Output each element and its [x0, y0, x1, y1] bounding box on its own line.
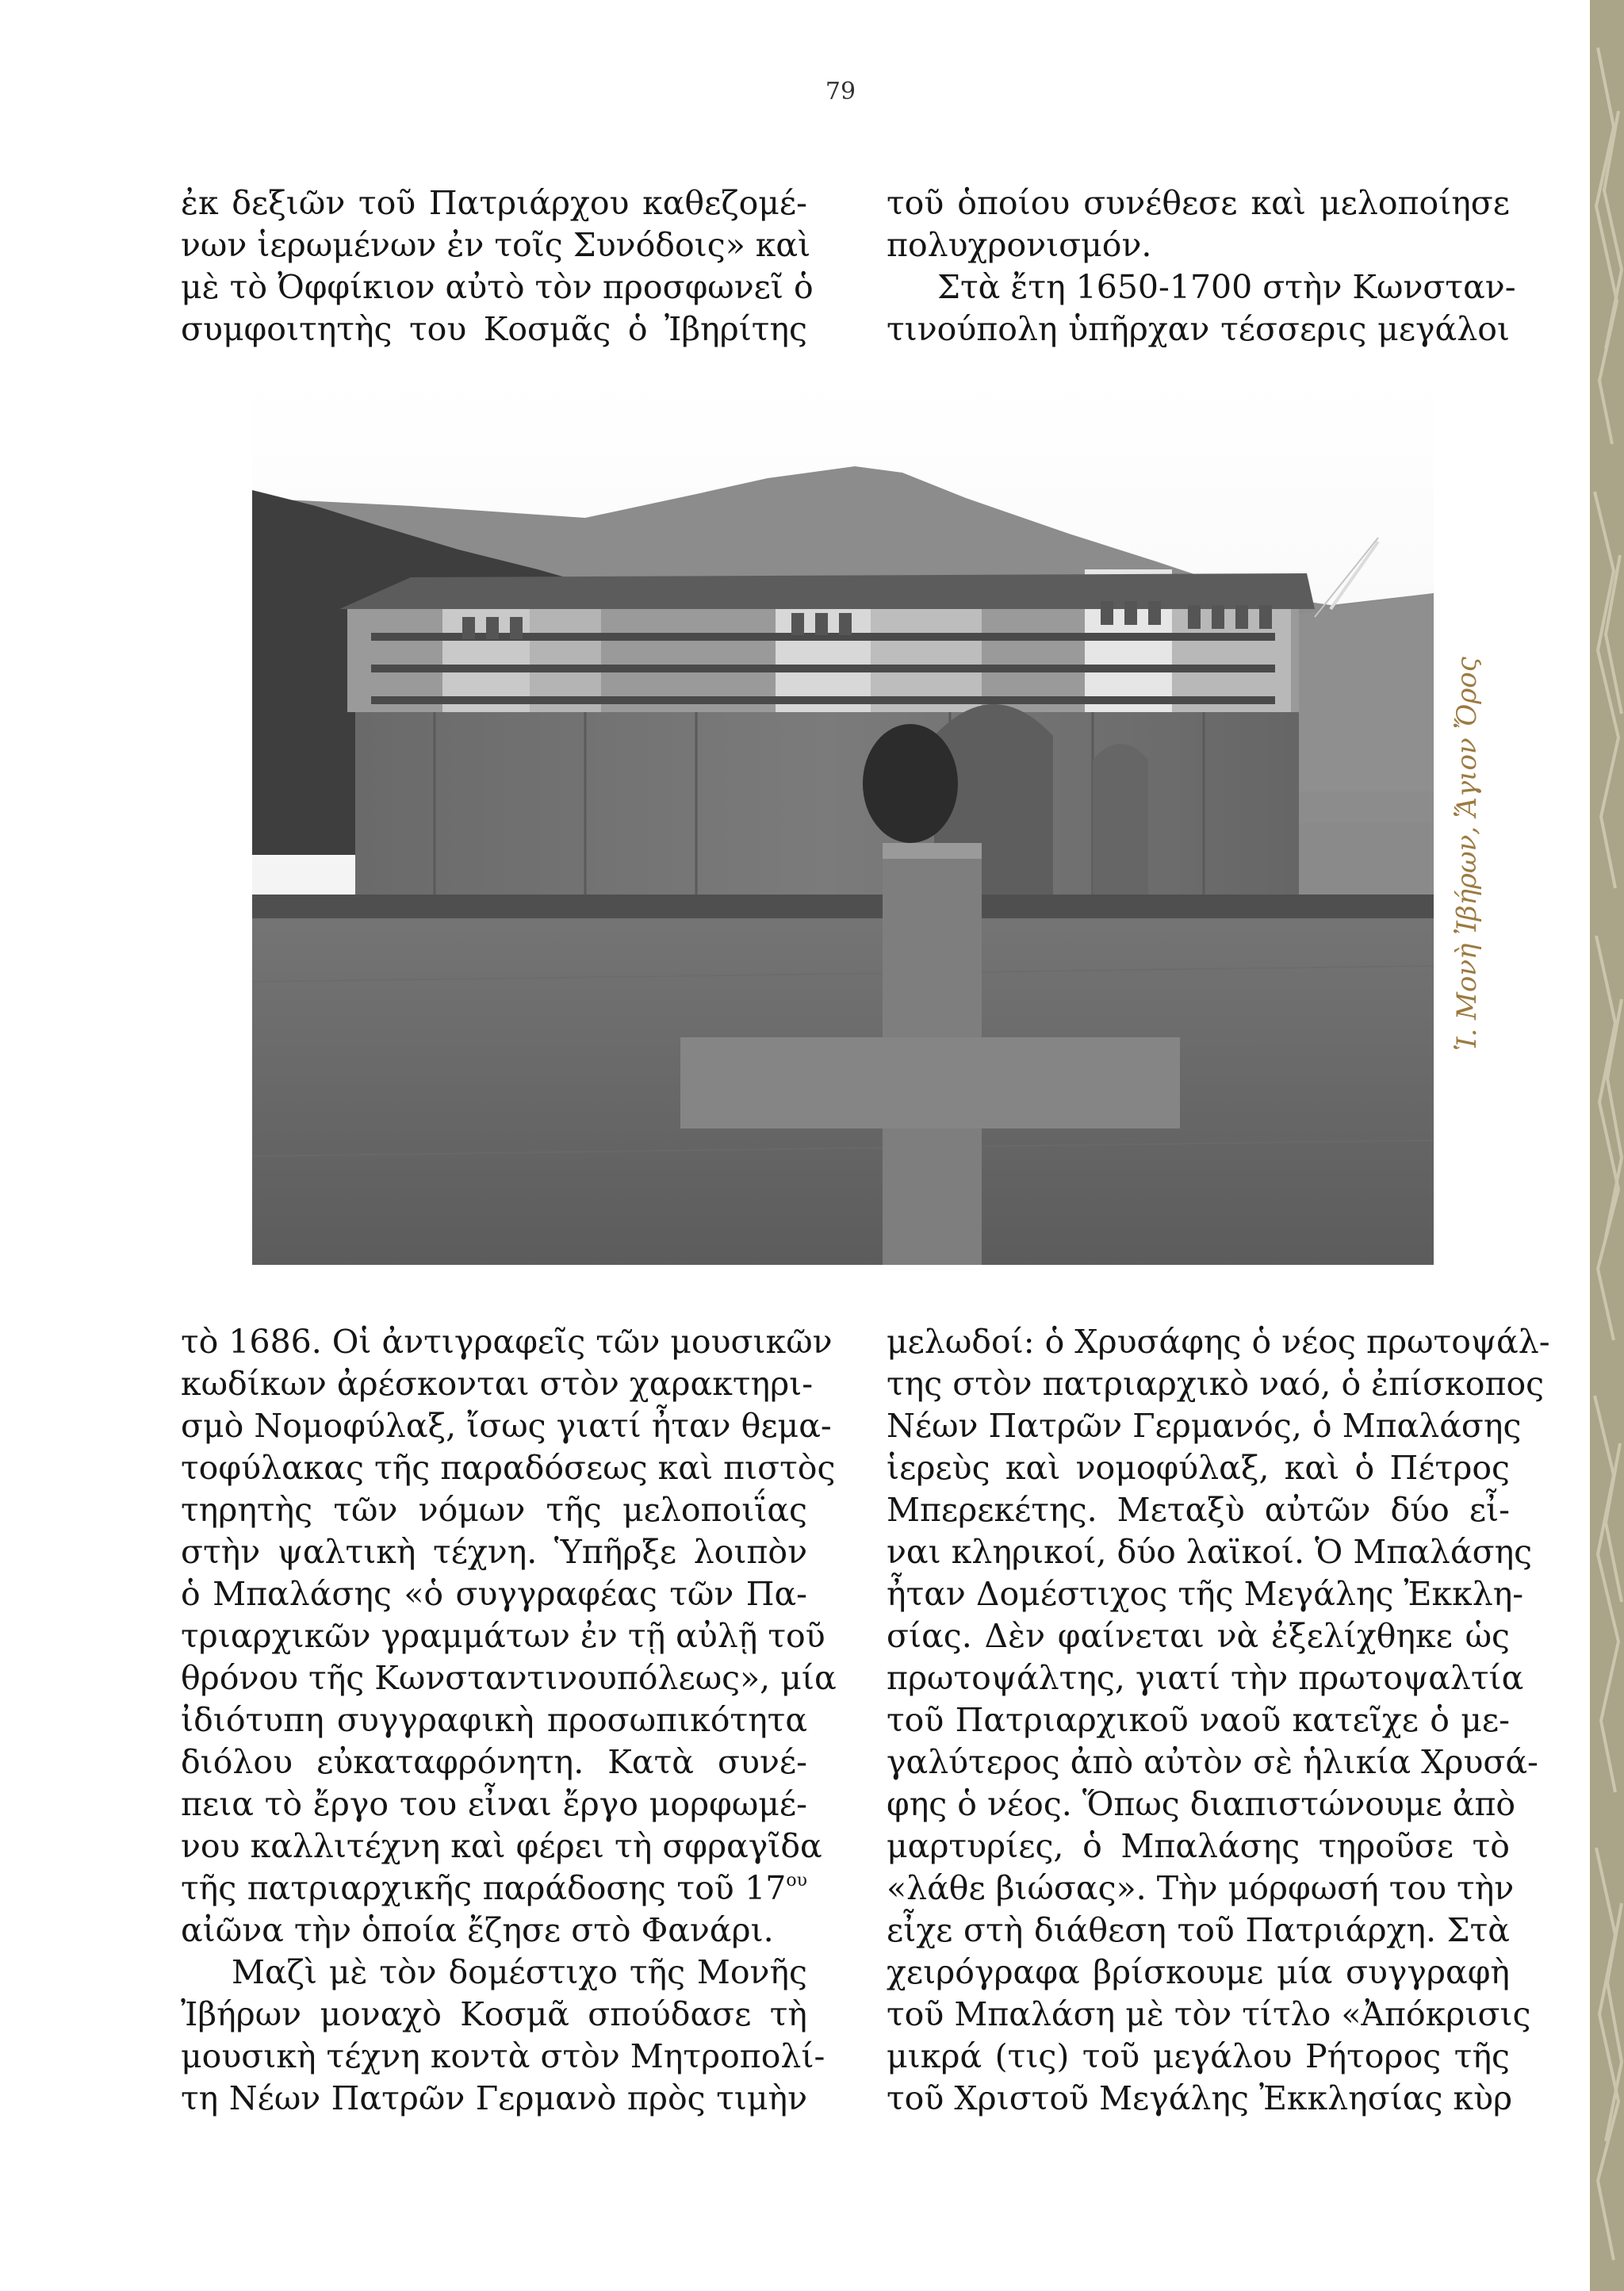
text-line: διόλου εὐκαταφρόνητη. Κατὰ συνέ-	[181, 1743, 807, 1781]
text-line: τοῦ Μπαλάση μὲ τὸν τίτλο «Ἀπόκρισις	[887, 1995, 1531, 2033]
decorative-side-strip	[1590, 0, 1624, 2291]
text-line: τοφύλακας τῆς παραδόσεως καὶ πιστὸς	[181, 1449, 836, 1487]
text-line: τὸ 1686. Οἱ ἀντιγραφεῖς τῶν μουσικῶν	[181, 1323, 833, 1361]
ordinal-superscript: ου	[786, 1871, 807, 1891]
text-line: μαρτυρίες, ὁ Μπαλάσης τηροῦσε τὸ	[887, 1827, 1510, 1865]
text-line: συμφοιτητὴς του Κοσμᾶς ὁ Ἰβηρίτης	[181, 310, 807, 348]
text-line: ἰδιότυπη συγγραφικὴ προσωπικότητα	[181, 1701, 807, 1739]
text-line: κωδίκων ἀρέσκονται στὸν χαρακτηρι-	[181, 1365, 814, 1403]
text-line: τοῦ Πατριαρχικοῦ ναοῦ κατεῖχε ὁ με-	[887, 1701, 1510, 1739]
text-line: της στὸν πατριαρχικὸ ναό, ὁ ἐπίσκοπος	[887, 1365, 1545, 1403]
text-column-right-bottom	[887, 1321, 1550, 2120]
text-line: φης ὁ νέος. Ὅπως διαπιστώνουμε ἀπὸ	[887, 1785, 1516, 1823]
text-line: σίας. Δὲν φαίνεται νὰ ἐξελίχθηκε ὡς	[887, 1617, 1510, 1655]
text-line: «λάθε βιώσας». Τὴν μόρφωσή του τὴν	[887, 1869, 1515, 1907]
text-line: μουσικὴ τέχνη κοντὰ στὸν Μητροπολί-	[181, 2037, 825, 2075]
text-line: Μπερεκέτης. Μεταξὺ αὐτῶν δύο εἶ-	[887, 1491, 1510, 1529]
text-line: γαλύτερος ἀπὸ αὐτὸν σὲ ἡλικία Χρυσά-	[887, 1743, 1538, 1781]
text-column-left-top	[181, 182, 814, 351]
text-line: θρόνου τῆς Κωνσταντινουπόλεως», μία	[181, 1659, 837, 1697]
text-line: Στὰ ἔτη 1650-1700 στὴν Κωνσταν-	[937, 268, 1516, 306]
text-line: τη Νέων Πατρῶν Γερμανὸ πρὸς τιμὴν	[181, 2079, 807, 2117]
text-line-main: τῆς πατριαρχικῆς παράδοσης τοῦ 17	[181, 1869, 787, 1907]
monastery-photo	[252, 379, 1434, 1265]
photo-caption: Ἱ. Μονὴ Ἰβήρων, Ἅγιον Ὄρος	[1451, 657, 1483, 1051]
text-line: ἦταν Δομέστιχος τῆς Μεγάλης Ἐκκλη-	[887, 1575, 1524, 1613]
page-number: 79	[825, 78, 856, 105]
text-line: τηρητὴς τῶν νόμων τῆς μελοποιΐας	[181, 1491, 807, 1529]
text-line: τινούπολη ὑπῆρχαν τέσσερις μεγάλοι	[887, 310, 1510, 348]
text-line: ἱερεὺς καὶ νομοφύλαξ, καὶ ὁ Πέτρος	[887, 1449, 1510, 1487]
text-line: τοῦ ὁποίου συνέθεσε καὶ μελοποίησε	[887, 184, 1510, 222]
text-line: μὲ τὸ Ὀφφίκιον αὐτὸ τὸν προσφωνεῖ ὁ	[181, 268, 814, 306]
text-line: πολυχρονισμόν.	[887, 226, 1152, 264]
text-line: πεια τὸ ἔργο του εἶναι ἔργο μορφωμέ-	[181, 1785, 807, 1823]
text-line: τοῦ Χριστοῦ Μεγάλης Ἐκκλησίας κὺρ	[887, 2079, 1513, 2117]
text-line: πρωτοψάλτης, γιατί τὴν πρωτοψαλτία	[887, 1659, 1524, 1697]
side-strip-pattern	[1590, 0, 1624, 2291]
text-line: μικρά (τις) τοῦ μεγάλου Ρήτορος τῆς	[887, 2037, 1510, 2075]
text-line-with-superscript	[181, 1868, 807, 1910]
text-line: Ἰβήρων μοναχὸ Κοσμᾶ σπούδασε τὴ	[181, 1995, 807, 2033]
text-line: στὴν ψαλτικὴ τέχνη. Ὑπῆρξε λοιπὸν	[181, 1533, 807, 1571]
text-line: ὁ Μπαλάσης «ὁ συγγραφέας τῶν Πα-	[181, 1575, 807, 1613]
monastery-photo-illustration	[252, 379, 1434, 1265]
text-line: νου καλλιτέχνη καὶ φέρει τὴ σφραγῖδα	[181, 1827, 822, 1865]
text-line: εἶχε στὴ διάθεση τοῦ Πατριάρχη. Στὰ	[887, 1911, 1510, 1949]
text-line: ναι κληρικοί, δύο λαϊκοί. Ὁ Μπαλάσης	[887, 1533, 1533, 1571]
text-line: μελωδοί: ὁ Χρυσάφης ὁ νέος πρωτοψάλ-	[887, 1323, 1550, 1361]
text-line: νων ἱερωμένων ἐν τοῖς Συνόδοις» καὶ	[181, 226, 811, 264]
text-line: τριαρχικῶν γραμμάτων ἐν τῇ αὐλῇ τοῦ	[181, 1617, 825, 1655]
text-line: Νέων Πατρῶν Γερμανός, ὁ Μπαλάσης	[887, 1407, 1522, 1445]
text-line: ἐκ δεξιῶν τοῦ Πατριάρχου καθεζομέ-	[181, 184, 807, 222]
text-line: σμὸ Νομοφύλαξ, ἴσως γιατί ἦταν θεμα-	[181, 1407, 832, 1445]
text-column-left-bottom	[181, 1321, 837, 2120]
text-line: Μαζὶ μὲ τὸν δομέστιχο τῆς Μονῆς	[232, 1953, 807, 1991]
text-column-right-top	[887, 182, 1516, 351]
text-line: χειρόγραφα βρίσκουμε μία συγγραφὴ	[887, 1953, 1510, 1991]
text-line: αἰῶνα τὴν ὁποία ἔζησε στὸ Φανάρι.	[181, 1911, 774, 1949]
